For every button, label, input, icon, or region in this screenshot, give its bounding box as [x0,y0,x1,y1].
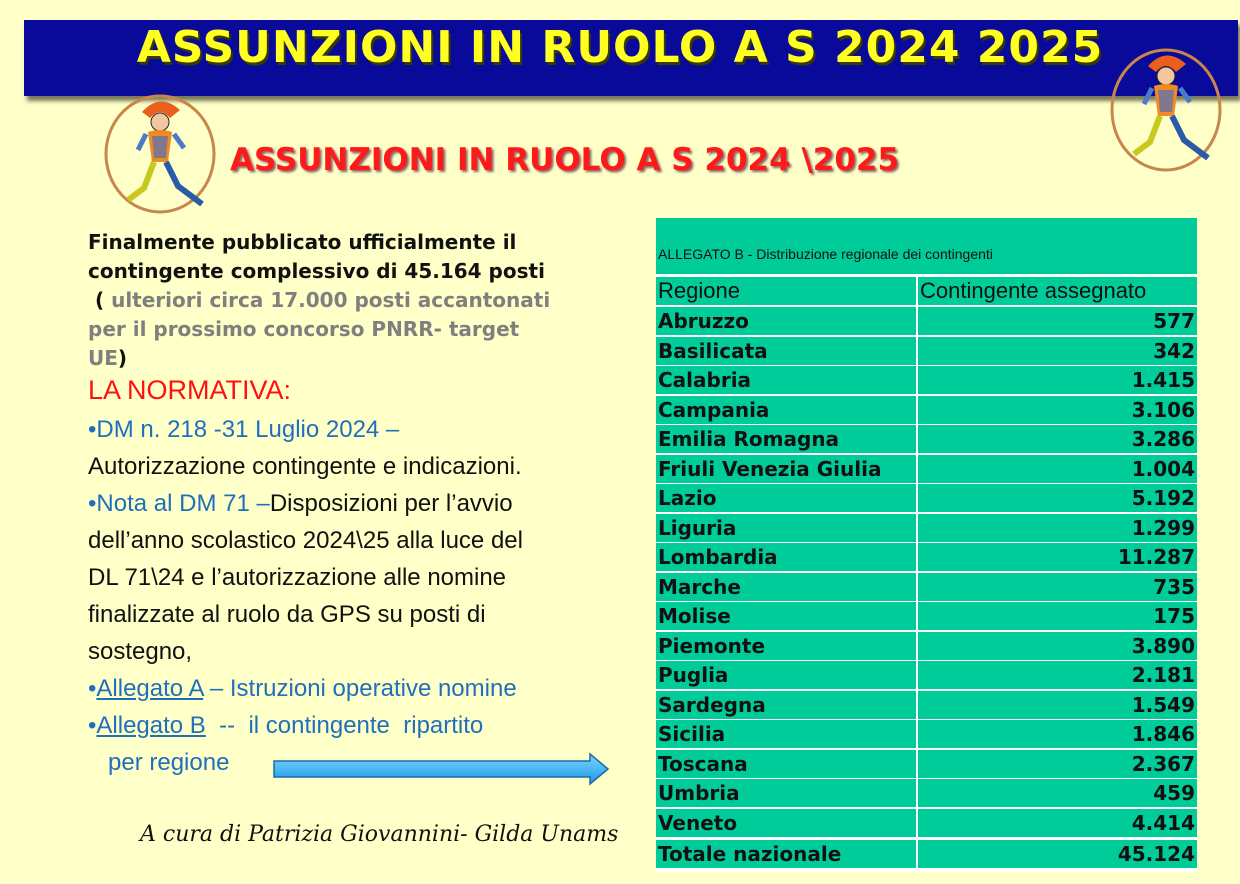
normativa-section [88,372,648,781]
table-row [656,514,1197,542]
region-name: Abruzzo [656,307,916,335]
allegato-b-table [656,218,1197,872]
author-credit: A cura di Patrizia Giovannini- Gilda Unams [140,822,619,847]
region-name: Toscana [656,750,916,778]
intro-text [88,228,648,373]
region-name: Lombardia [656,543,916,571]
region-contingent: 735 [918,573,1197,601]
subtitle: ASSUNZIONI IN RUOLO A S 2024 \2025 [230,142,900,178]
intro-line-2: contingente complessivo di 45.164 posti [88,259,545,283]
reserved-posts-note-3: UE [88,346,118,370]
region-name: Emilia Romagna [656,425,916,453]
nota-dm71-text-2: dell’anno scolastico 2024\25 alla luce del [88,527,523,554]
table-caption: ALLEGATO B - Distribuzione regionale dei contingenti [658,246,993,262]
page-title: ASSUNZIONI IN RUOLO A S 2024 2025 [136,22,1104,73]
allegato-a-text: – Istruzioni operative nomine [203,675,517,702]
intro-line-3 [88,286,648,315]
table-row [656,396,1197,424]
allegato-a-bullet: • [88,675,97,702]
table-header-row [656,277,1197,305]
region-contingent: 342 [918,337,1197,365]
table-total-row [656,840,1197,868]
table-row [656,779,1197,807]
dm218-description: Autorizzazione contingente e indicazioni. [88,453,522,480]
region-name: Sardegna [656,691,916,719]
region-contingent: 1.549 [918,691,1197,719]
nota-dm71-line [88,485,648,522]
allegato-b-bullet: • [88,712,97,739]
nota-dm71-text-1: Disposizioni per l’avvio [269,490,513,517]
jester-left-icon [98,92,223,217]
table-caption-cell [656,218,1197,274]
region-contingent: 45.124 [918,840,1197,868]
table-row [656,573,1197,601]
close-paren: ) [117,346,128,370]
region-name: Umbria [656,779,916,807]
table-row [656,661,1197,689]
table-row [656,720,1197,748]
region-name: Sicilia [656,720,916,748]
table-row [656,366,1197,394]
allegato-a-link[interactable]: Allegato A [96,675,204,702]
table-row [656,337,1197,365]
table-row [656,425,1197,453]
table-row [656,602,1197,630]
table-row [656,543,1197,571]
intro-line-5 [88,344,648,373]
region-contingent: 1.415 [918,366,1197,394]
allegato-b-line [88,707,648,744]
nota-dm71-text-5: sostegno, [88,638,193,665]
allegato-b-text: -- il contingente ripartito [205,712,484,739]
normativa-heading: LA NORMATIVA: [88,375,292,405]
region-name: Liguria [656,514,916,542]
header-contingente: Contingente assegnato [918,277,1197,305]
region-name: Campania [656,396,916,424]
region-name: Puglia [656,661,916,689]
open-paren: ( [88,288,112,312]
allegato-b-text-2: per regione [108,749,230,776]
region-contingent: 1.299 [918,514,1197,542]
region-contingent: 1.004 [918,455,1197,483]
nota-dm71-reference: •Nota al DM 71 – [88,490,270,517]
region-contingent: 1.846 [918,720,1197,748]
header-regione: Regione [656,277,916,305]
nota-dm71-text-3: DL 71\24 e l’autorizzazione alle nomine [88,564,507,591]
table-row [656,455,1197,483]
allegato-a-line [88,670,648,707]
intro-line-1: Finalmente pubblicato ufficialmente il [88,230,517,254]
nota-dm71-text-4: finalizzate al ruolo da GPS su posti di [88,601,486,628]
jester-right-icon [1104,44,1229,174]
region-name: Basilicata [656,337,916,365]
table-row [656,809,1197,837]
region-name: Calabria [656,366,916,394]
region-name: Marche [656,573,916,601]
region-contingent: 5.192 [918,484,1197,512]
table-row [656,484,1197,512]
reserved-posts-note-2: per il prossimo concorso PNRR- target [88,317,520,341]
table-row [656,750,1197,778]
region-contingent: 4.414 [918,809,1197,837]
region-contingent: 459 [918,779,1197,807]
right-arrow-icon [272,752,612,786]
allegato-b-link[interactable]: Allegato B [96,712,206,739]
region-contingent: 3.890 [918,632,1197,660]
reserved-posts-note: ulteriori circa 17.000 posti accantonati [111,288,551,312]
region-contingent: 3.286 [918,425,1197,453]
region-contingent: 2.181 [918,661,1197,689]
region-name: Molise [656,602,916,630]
region-contingent: 2.367 [918,750,1197,778]
region-name: Piemonte [656,632,916,660]
region-name: Friuli Venezia Giulia [656,455,916,483]
dm218-reference: •DM n. 218 -31 Luglio 2024 – [88,416,400,443]
table-row [656,307,1197,335]
region-contingent: 175 [918,602,1197,630]
table-row [656,691,1197,719]
region-name: Totale nazionale [656,840,916,868]
region-name: Veneto [656,809,916,837]
region-contingent: 577 [918,307,1197,335]
region-contingent: 3.106 [918,396,1197,424]
region-name: Lazio [656,484,916,512]
table-row [656,632,1197,660]
region-contingent: 11.287 [918,543,1197,571]
